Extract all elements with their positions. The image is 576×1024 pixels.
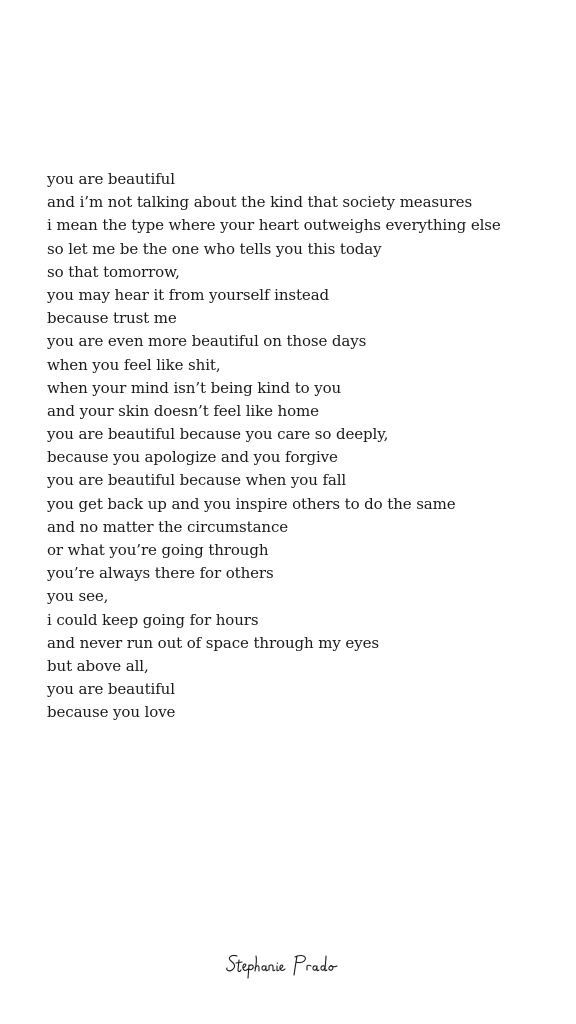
poem-line: or what you’re going through: [47, 541, 269, 559]
poem-line: so that tomorrow,: [47, 262, 180, 281]
poem-line: so let me be the one who tells you this today: [47, 239, 382, 258]
poem-line: and never run out of space through my eyes: [47, 633, 379, 652]
poem-line: you are beautiful: [47, 170, 175, 188]
poem-line: because trust me: [47, 309, 177, 328]
poem-line: and no matter the circumstance: [47, 517, 289, 536]
poem-line: you get back up and you inspire others to do the same: [47, 494, 456, 513]
poem-line: i mean the type where your heart outweighs everything else: [47, 216, 501, 235]
poem-line: you are even more beautiful on those days: [47, 332, 367, 351]
poem-line: but above all,: [47, 656, 149, 675]
poem-line: and i’m not talking about the kind that society measures: [47, 193, 473, 212]
poem-line: because you apologize and you forgive: [47, 448, 338, 467]
signature-drawing: [223, 948, 353, 984]
poem-line: i could keep going for hours: [47, 610, 259, 629]
poem-line: you are beautiful because you care so deeply,: [47, 425, 389, 444]
poem-line: when you feel like shit,: [47, 355, 221, 374]
poem-line: and your skin doesn’t feel like home: [47, 401, 319, 420]
poem-line: you are beautiful: [47, 680, 175, 699]
poem-body: [47, 168, 547, 725]
poem-line: you may hear it from yourself instead: [47, 285, 330, 304]
author-signature: [0, 946, 576, 986]
poem-line: you see,: [47, 587, 109, 606]
poem-line: when your mind isn’t being kind to you: [47, 378, 342, 397]
poem-line: because you love: [47, 703, 176, 722]
poem-line: you’re always there for others: [47, 564, 274, 583]
poem-line: you are beautiful because when you fall: [47, 471, 347, 490]
